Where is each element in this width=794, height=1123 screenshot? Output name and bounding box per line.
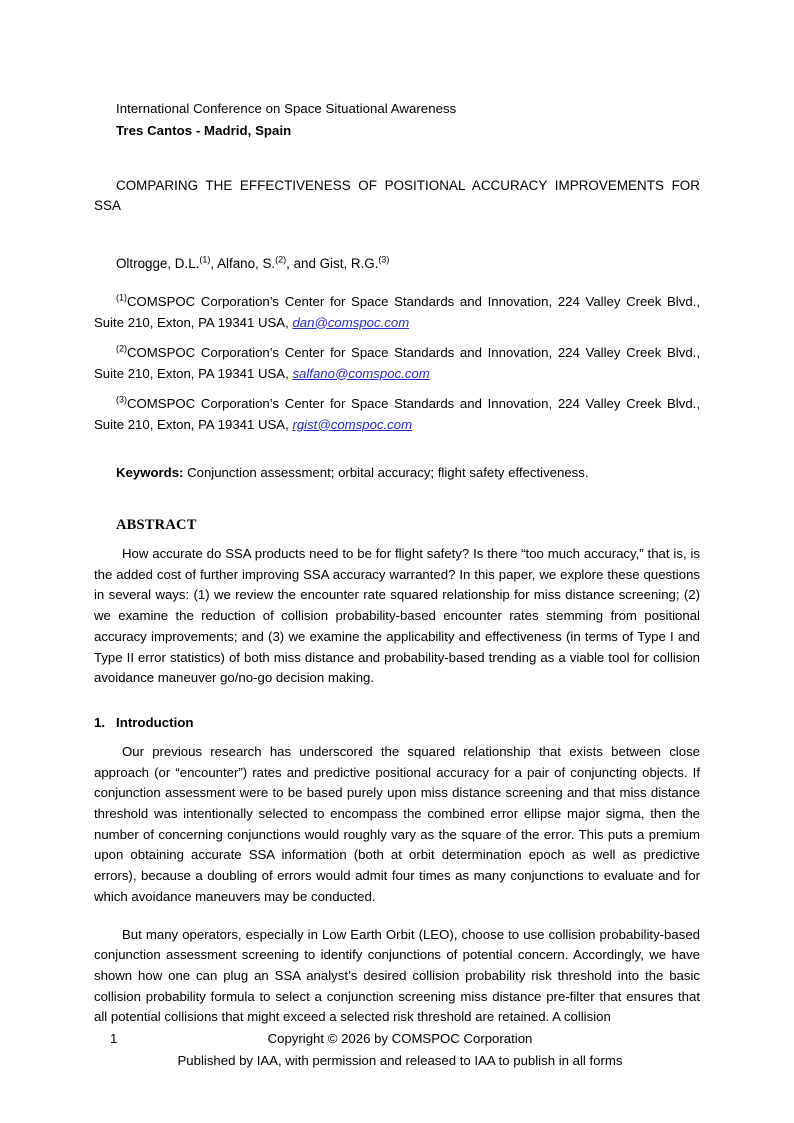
introduction-paragraph-2: But many operators, especially in Low Earth Orbit (LEO), choose to use collision probability-based conjunction assessment screening to identify conjunctions of potential concern. Accordingly, we have shown how one can plug an SSA analyst’s desired collision probability risk threshold into the basic collision probability formula to select a conjunction screening miss distance pre-filter that ensures that all potential collisions that might exceed a selected risk threshold are retained. A collision [94, 926, 700, 1025]
conference-header [94, 98, 700, 142]
section-number: 1. [94, 714, 106, 730]
affiliation-text: COMSPOC Corporation’s Center for Space Standards and Innovation, 224 Valley Creek Blvd., Suite 210, Exton, PA 19341 USA, [94, 396, 700, 432]
author-affiliation-marker-3: (3) [378, 254, 390, 265]
conference-name: International Conference on Space Situational Awareness [116, 101, 457, 116]
affiliation-marker: (3) [116, 394, 127, 405]
author-affiliation-marker-1: (1) [199, 254, 211, 265]
keywords-line [94, 463, 700, 483]
publication-notice: Published by IAA, with permission and released to IAA to publish in all forms [177, 1053, 623, 1068]
section-heading-introduction [94, 713, 700, 733]
footer-row-primary [94, 1028, 700, 1050]
keywords-label: Keywords: [116, 465, 184, 480]
affiliation-text: COMSPOC Corporation’s Center for Space Standards and Innovation, 224 Valley Creek Blvd., Suite 210, Exton, PA 19341 USA, [94, 345, 700, 381]
author-list [94, 254, 700, 274]
author-email-link[interactable]: rgist@comspoc.com [292, 416, 413, 432]
affiliation-list [94, 292, 700, 435]
author-separator-2: , and [286, 256, 320, 271]
affiliation-item [94, 343, 700, 384]
affiliation-marker: (2) [116, 343, 127, 354]
author-email-link[interactable]: dan@comspoc.com [292, 314, 410, 330]
author-name-1: Oltrogge, D.L. [116, 256, 200, 271]
author-affiliation-marker-2: (2) [275, 254, 287, 265]
conference-location: Tres Cantos - Madrid, Spain [116, 123, 292, 138]
page-title: COMPARING THE EFFECTIVENESS OF POSITIONAL ACCURACY IMPROVEMENTS FOR SSA [94, 178, 700, 213]
section-title: Introduction [116, 714, 194, 730]
abstract-heading: ABSTRACT [116, 517, 197, 533]
author-name-2: Alfano, S. [217, 256, 276, 271]
affiliation-marker: (1) [116, 292, 127, 303]
page-number: 1 [110, 1031, 118, 1046]
introduction-paragraph-1: Our previous research has underscored the squared relationship that exists between close approach (or “encounter”) rates and predictive positional accuracy for a pair of conjuncting objects. If conjunction assessment were to be based purely upon miss distance screening and that miss distance threshold was intentionally selected to encompass the combined error ellipse major sigma, then the number of concerning conjunctions would roughly vary as the square of the error. This puts a premium upon obtaining accurate SSA information (both at orbit determination epoch as well as predictive errors), because a doubling of errors would admit four times as many conjunctions to evaluate and for which avoidance maneuvers may be conducted. [94, 743, 700, 904]
copyright-notice: Copyright © 2026 by COMSPOC Corporation [267, 1031, 533, 1046]
affiliation-item [94, 292, 700, 333]
author-email-link[interactable]: salfano@comspoc.com [292, 365, 430, 381]
keywords-value: Conjunction assessment; orbital accuracy; flight safety effectiveness. [183, 465, 589, 480]
author-separator-1: , [210, 256, 218, 271]
page-footer [94, 1028, 700, 1072]
page-content [94, 0, 700, 1028]
author-name-3: Gist, R.G. [319, 256, 379, 271]
affiliation-item [94, 394, 700, 435]
affiliation-text: COMSPOC Corporation’s Center for Space Standards and Innovation, 224 Valley Creek Blvd., Suite 210, Exton, PA 19341 USA, [94, 294, 700, 330]
abstract-body: How accurate do SSA products need to be for flight safety? Is there “too much accuracy,” that is, is the added cost of further improving SSA accuracy warranted? In this paper, we explore these questions in several ways: (1) we review the encounter rate squared relationship for miss distance screening; (2) we examine the reduction of collision probability-based encounter rates stemming from positional accuracy improvements; and (3) we examine the applicability and effectiveness (in terms of Type I and Type II error statistics) of both miss distance and probability-based trending as a viable tool for collision avoidance maneuver go/no-go decision making. [94, 546, 700, 686]
